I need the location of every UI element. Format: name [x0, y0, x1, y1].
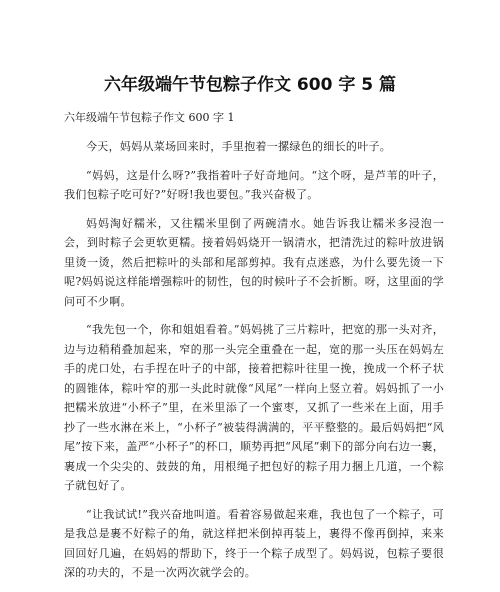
paragraph-2: “妈妈，这是什么呀?”我指着叶子好奇地问。“这个呀，是芦苇的叶子，我们包粽子吃可好?”好呀!我也要包。”我兴奋极了。 [64, 168, 444, 201]
paragraph-4: “我先包一个，你和姐姐看着。”妈妈挑了三片粽叶，把宽的那一头对齐，边与边稍稍叠加起来，窄的那一头完全重叠在一起，宽的那一头压在妈妈左手的虎口处，右手捏在叶子的中部，接着把粽叶往里一挽，挽成一个杯子状的圆锥体，粽叶窄的那一头此时就像“风尾”一样向上竖立着。妈妈抓了一小把糯米放进“小杯子”里，在米里添了一个蜜枣，又抓了一些米在上面，用手抄了一些水淋在米上，“小杯子”被装得满满的，平平整整的。最后妈妈把“风尾”按下来，盖严“小杯子”的杯口，顺势再把“风尾”剩下的部分向右边一裹，裹成一个尖尖的、鼓鼓的角，用根绳子把包好的粽子用力捆上几道，一个粽子就包好了。 [64, 323, 444, 492]
document-body [64, 110, 444, 592]
paragraph-5: “让我试试!”我兴奋地叫道。看着容易做起来难，我也包了一个粽子，可是我总是裹不好粽子的角，就这样把米倒掉再装上，裹得不像再倒掉，来来回回好几遍，在妈妈的帮助下，终于一个粽子成型了。妈妈说，包粽子要很深的功夫的，不是一次两次就学会的。 [64, 507, 444, 579]
essay-subtitle: 六年级端午节包粽子作文 600 字 1 [64, 111, 235, 124]
paragraph-1: 今天，妈妈从菜场回来时，手里抱着一摞绿色的细长的叶子。 [86, 140, 392, 153]
paragraph-3: 妈妈淘好糯米，又往糯米里倒了两碗清水。她告诉我让糯米多浸泡一会，到时粽子会更软更糯。接着妈妈烧开一锅清水，把清洗过的粽叶放进锅里烫一烫，然后把粽叶的头部和尾部剪掉。我有点迷惑，为什么要先烫一下呢?妈妈说这样能增强粽叶的韧性，包的时候叶子不会折断。呀，这里面的学问可不少啊。 [64, 216, 444, 308]
document-title: 六年级端午节包粽子作文 600 字 5 篇 [104, 75, 396, 95]
